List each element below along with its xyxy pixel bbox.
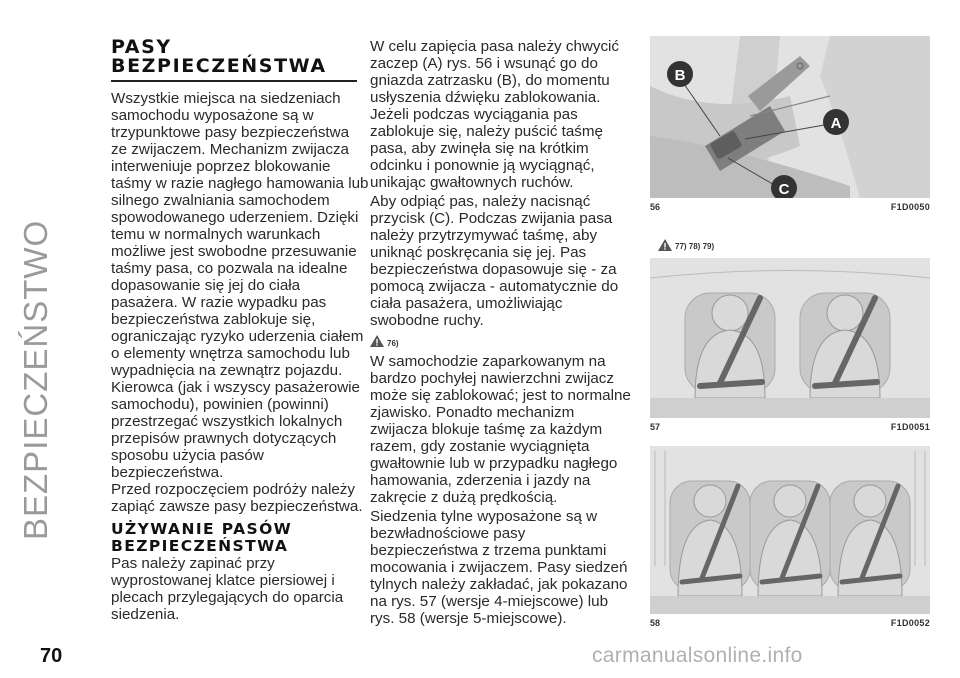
warning-icon [370, 335, 384, 347]
figure-number: 58 [650, 618, 661, 628]
warning-icon [658, 239, 672, 251]
text-column-1 [111, 38, 369, 623]
figure-code: F1D0051 [890, 422, 930, 432]
paragraph: Kierowca (jak i wszyscy pasażerowie samochodu), powinien (powinni) przestrzegać wszystkich lokalnych przepisów prawnych dotyczących sposobu użycia pasów bezpieczeństwa. [111, 379, 360, 481]
figure-57-rear-seats-4 [650, 258, 930, 418]
label-b: B [674, 67, 686, 84]
figure-56-seatbelt-buckle [650, 36, 930, 198]
warning-note [370, 331, 634, 351]
figure-warning-note [658, 238, 714, 251]
page-number: 70 [40, 645, 63, 667]
paragraph: Siedzenia tylne wyposażone są w bezwładnościowe pasy bezpieczeństwa z trzema punktami mocowania i zwijaczem. Pasy siedzeń tylnych należy zakładać, jak pokazano na rys. 57 (wersje 4-miejscowe) lub rys. 58 (wersje 5-miejscowe). [370, 508, 628, 627]
paragraph: W samochodzie zaparkowanym na bardzo pochyłej nawierzchni zwijacz może się zablokować; jest to normalne zjawisko. Ponadto mechanizm zwijacza blokuje taśmę za każdym razem, gdy zostanie wyciągnięta gwałtownie lub w przypadku nagłego hamowania, zderzenia i jazdy na zakręcie z dużą prędkością. [370, 353, 631, 506]
paragraph: W celu zapięcia pasa należy chwycić zaczep (A) rys. 56 i wsunąć go do gniazda zatrzasku (B), do momentu usłyszenia dźwięku zablokowania. Jeżeli podczas wyciągania pas zablokuje się, należy puścić taśmę pasa, aby zwinęła się na krótkim odcinku i ponownie ją wyciągnąć, unikając gwałtownych ruchów. [370, 38, 620, 191]
subsection-heading: UŻYWANIE PASÓW BEZPIECZEŃSTWA [111, 520, 293, 555]
side-section-title: BEZPIECZEŃSTWO [17, 219, 54, 540]
rear-seats-4-illustration [650, 258, 930, 418]
paragraph: Pas należy zapinać przy wyprostowanej klatce piersiowej i plecach przylegających do oparcia siedzenia. [111, 555, 344, 623]
figure-number: 57 [650, 422, 661, 432]
figure-58-caption [650, 618, 930, 628]
buckle-illustration [650, 36, 930, 198]
paragraph: Aby odpiąć pas, należy nacisnąć przycisk (C). Podczas zwijania pasa należy przytrzymywać taśmę, aby uniknąć poskręcania się jej. Pas bezpieczeństwa dopasowuje się - za pomocą zwijacza - automatycznie do ciała pasażera, umożliwiając swobodne ruchy. [370, 193, 619, 329]
label-a: A [830, 115, 842, 132]
rear-seats-5-illustration [650, 446, 930, 614]
figure-56-caption [650, 202, 930, 212]
section-heading: PASY BEZPIECZEŃSTWA [111, 36, 327, 77]
figure-code: F1D0050 [890, 202, 930, 212]
watermark: carmanualsonline.info [592, 644, 803, 667]
warning-ref: 76) [387, 339, 399, 348]
paragraph: Wszystkie miejsca na siedzeniach samochodu wyposażone są w trzypunktowe pasy bezpieczeństwa ze zwijaczem. Mechanizm zwijacza interweniuje poprzez blokowanie taśmy w razie nagłego hamowania lub silnego zwalniania samochodem spowodowanego uderzeniem. Dzięki temu w normalnych warunkach możliwe jest swobodne przesuwanie taśmy pasa, co pozwala na idealne dopasowanie się jej do ciała pasażera. W razie wypadku pas bezpieczeństwa zablokuje się, ograniczając ryzyko uderzenia ciałem o elementy wnętrza samochodu lub wypadnięcia na zewnątrz pojazdu. [111, 90, 369, 379]
text-column-2 [370, 38, 634, 627]
figure-57-caption [650, 422, 930, 432]
figure-number: 56 [650, 202, 661, 212]
warning-refs: 77) 78) 79) [675, 242, 715, 251]
figure-58-rear-seats-5 [650, 446, 930, 614]
heading-rule [111, 80, 357, 82]
figure-code: F1D0052 [890, 618, 930, 628]
label-c: C [778, 181, 790, 198]
paragraph: Przed rozpoczęciem podróży należy zapiąć zawsze pasy bezpieczeństwa. [111, 481, 363, 515]
